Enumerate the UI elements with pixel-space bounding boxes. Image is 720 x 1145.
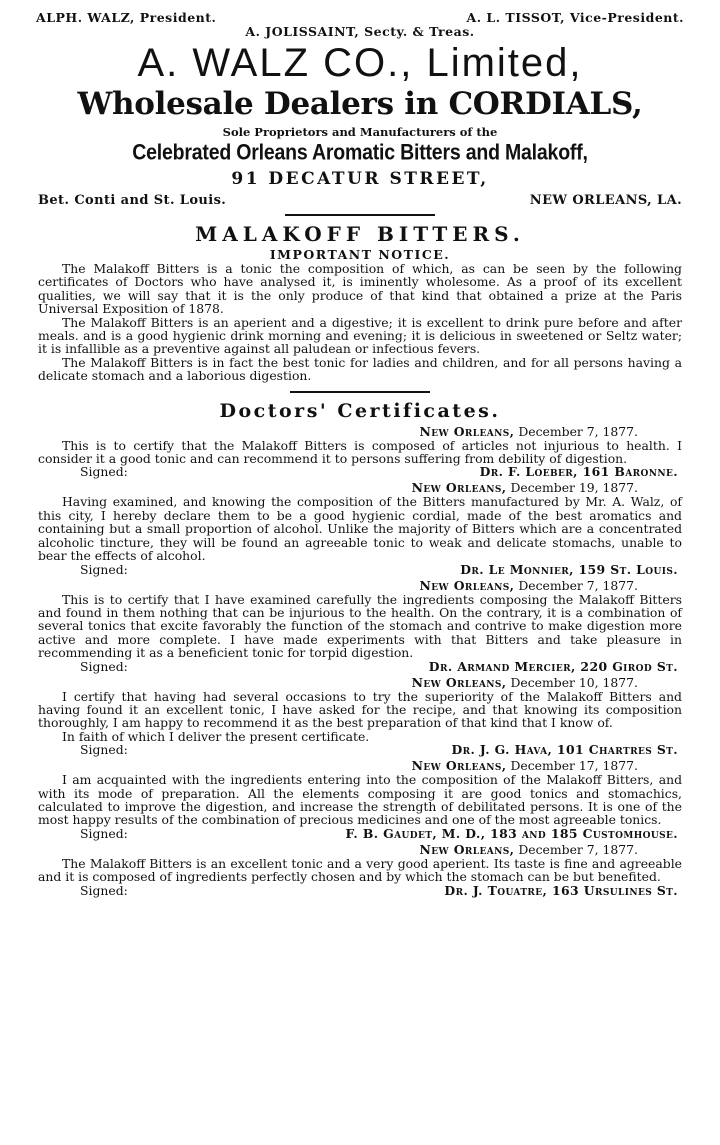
bitters-title: MALAKOFF BITTERS. [195,222,525,246]
doctor-name: F. B. Gaudet, M. D., 183 and 185 Customhouse. [345,825,678,841]
certificate [38,481,682,576]
certificate-text: Having examined, and knowing the composition of the Bitters manufactured by Mr. A. Walz, of this city, I hereby declare them to be a good hygienic cordial, made of the best aromatics and containing but a small proportion of alcohol. Unlike the majority of Bitters which are a concentrated alcoholic tincture, they will be found an agreeable tonic to weak and delicate stomachs, unable to bear the effects of alcohol. [38,494,682,564]
sole-proprietors: Sole Proprietors and Manufacturers of the [222,125,498,139]
place: New Orleans, [419,423,515,439]
divider [290,391,430,393]
notice-paragraph: The Malakoff Bitters is a tonic the composition of which, as can be seen by the following certificates of Doctors who have analysed it, is iminently wholesome. As a proof of its excellent qualities, we will say that it is the only produce of that kind that obtained a prize at the Paris Universal Exposition of 1878. [38,261,682,317]
signed-label: Signed: [80,464,128,480]
notice-paragraph: The Malakoff Bitters is in fact the best tonic for ladies and children, and for all persons having a delicate stomach and a laborious digestion. [38,354,682,384]
divider [285,214,435,216]
celebrated-products: Celebrated Orleans Aromatic Bitters and Malakoff, [132,140,588,166]
place: New Orleans, [411,674,507,690]
signed-label: Signed: [80,825,128,841]
certificate-date [38,843,682,857]
signature-line [38,465,682,479]
certificate-date [38,759,682,773]
company-name: A. WALZ CO., Limited, [137,41,583,85]
doctor-name: Dr. J. Touatre, 163 Ursulines St. [444,882,678,898]
certificate-text: The Malakoff Bitters is an excellent tonic and a very good aperient. Its taste is fine and agreeable and it is composed of ingredients perfectly chosen and by which the stomach can be but benefited. [38,855,682,885]
certificates-title: Doctors' Certificates. [219,399,501,422]
signed-label: Signed: [80,742,128,758]
certificate-date [38,425,682,439]
signed-label: Signed: [80,658,128,674]
signature-line [38,827,682,841]
signature-line [38,563,682,577]
certificate-date [38,676,682,690]
officers-line [36,0,684,25]
doctor-name: Dr. F. Loeber, 161 Baronne. [479,464,678,480]
doctor-name: Dr. Armand Mercier, 220 Girod St. [428,658,678,674]
signed-label: Signed: [80,561,128,577]
certificate [38,676,682,758]
signature-line [38,884,682,898]
notice-paragraph: The Malakoff Bitters is an aperient and a digestive; it is excellent to drink pure before and after meals. and is a good hygienic drink morning and evening; it is delicious in sweetened or Seltz water; it is infallible as a preventive against all paludean or infectious fevers. [38,314,682,357]
place: New Orleans, [419,577,515,593]
important-notice: IMPORTANT NOTICE. [269,247,451,262]
certificate-extra: In faith of which I deliver the present certificate. [62,728,370,744]
certificate [38,759,682,841]
certificate-text: I certify that having had several occasions to try the superiority of the Malakoff Bitters and having found it an excellent tonic, I have asked for the recipe, and that knowing its composition thoroughly, I am happy to recommend it as the best preparation of that kind that I know of. [38,688,682,731]
president: ALPH. WALZ, President. [36,10,217,25]
date: December 7, 1877. [518,841,638,857]
date: December 19, 1877. [510,480,638,496]
address-line [38,193,682,208]
certificate-text: This is to certify that the Malakoff Bitters is composed of articles not injurious to health. I consider it a good tonic and can recommend it to persons suffering from debility of digestion. [38,437,682,467]
place: New Orleans, [411,480,507,496]
date: December 17, 1877. [510,758,638,774]
date: December 7, 1877. [518,423,638,439]
certificate-date [38,579,682,593]
certificate [38,843,682,898]
signature-line [38,743,682,757]
doctor-name: Dr. Le Monnier, 159 St. Louis. [460,561,678,577]
date: December 7, 1877. [518,577,638,593]
signed-label: Signed: [80,882,128,898]
dealers-heading: Wholesale Dealers in CORDIALS, [77,86,643,122]
secretary: A. JOLISSAINT, Secty. & Treas. [245,24,475,39]
certificate-text: I am acquainted with the ingredients entering into the composition of the Malakoff Bitters, and with its mode of preparation. All the elements composing it are good tonics and stomachics, calculated to improve the digestion, and increase the strength of debilitated persons. It is one of the most happy results of the combination of precious medicines and one of the most agreeable tonics. [38,772,682,828]
certificate-date [38,481,682,495]
city: NEW ORLEANS, LA. [529,193,682,208]
date: December 10, 1877. [510,674,638,690]
place: New Orleans, [419,841,515,857]
certificate-text: This is to certify that I have examined carefully the ingredients composing the Malakoff Bitters and found in them nothing that can be injurious to the health. On the contrary, it is a combination of several tonics that excite favorably the function of the stomach and contrive to make digestion more active and more complete. I have made experiments with that Bitters and take pleasure in recommending it as a beneficient tonic for torpid digestion. [38,591,682,661]
vice-president: A. L. TISSOT, Vice-President. [466,10,684,25]
certificate [38,425,682,480]
certificate [38,579,682,674]
signature-line [38,660,682,674]
street-address: 91 DECATUR STREET, [231,169,489,189]
doctor-name: Dr. J. G. Hava, 101 Chartres St. [451,742,678,758]
place: New Orleans, [411,758,507,774]
cross-streets: Bet. Conti and St. Louis. [38,193,227,208]
